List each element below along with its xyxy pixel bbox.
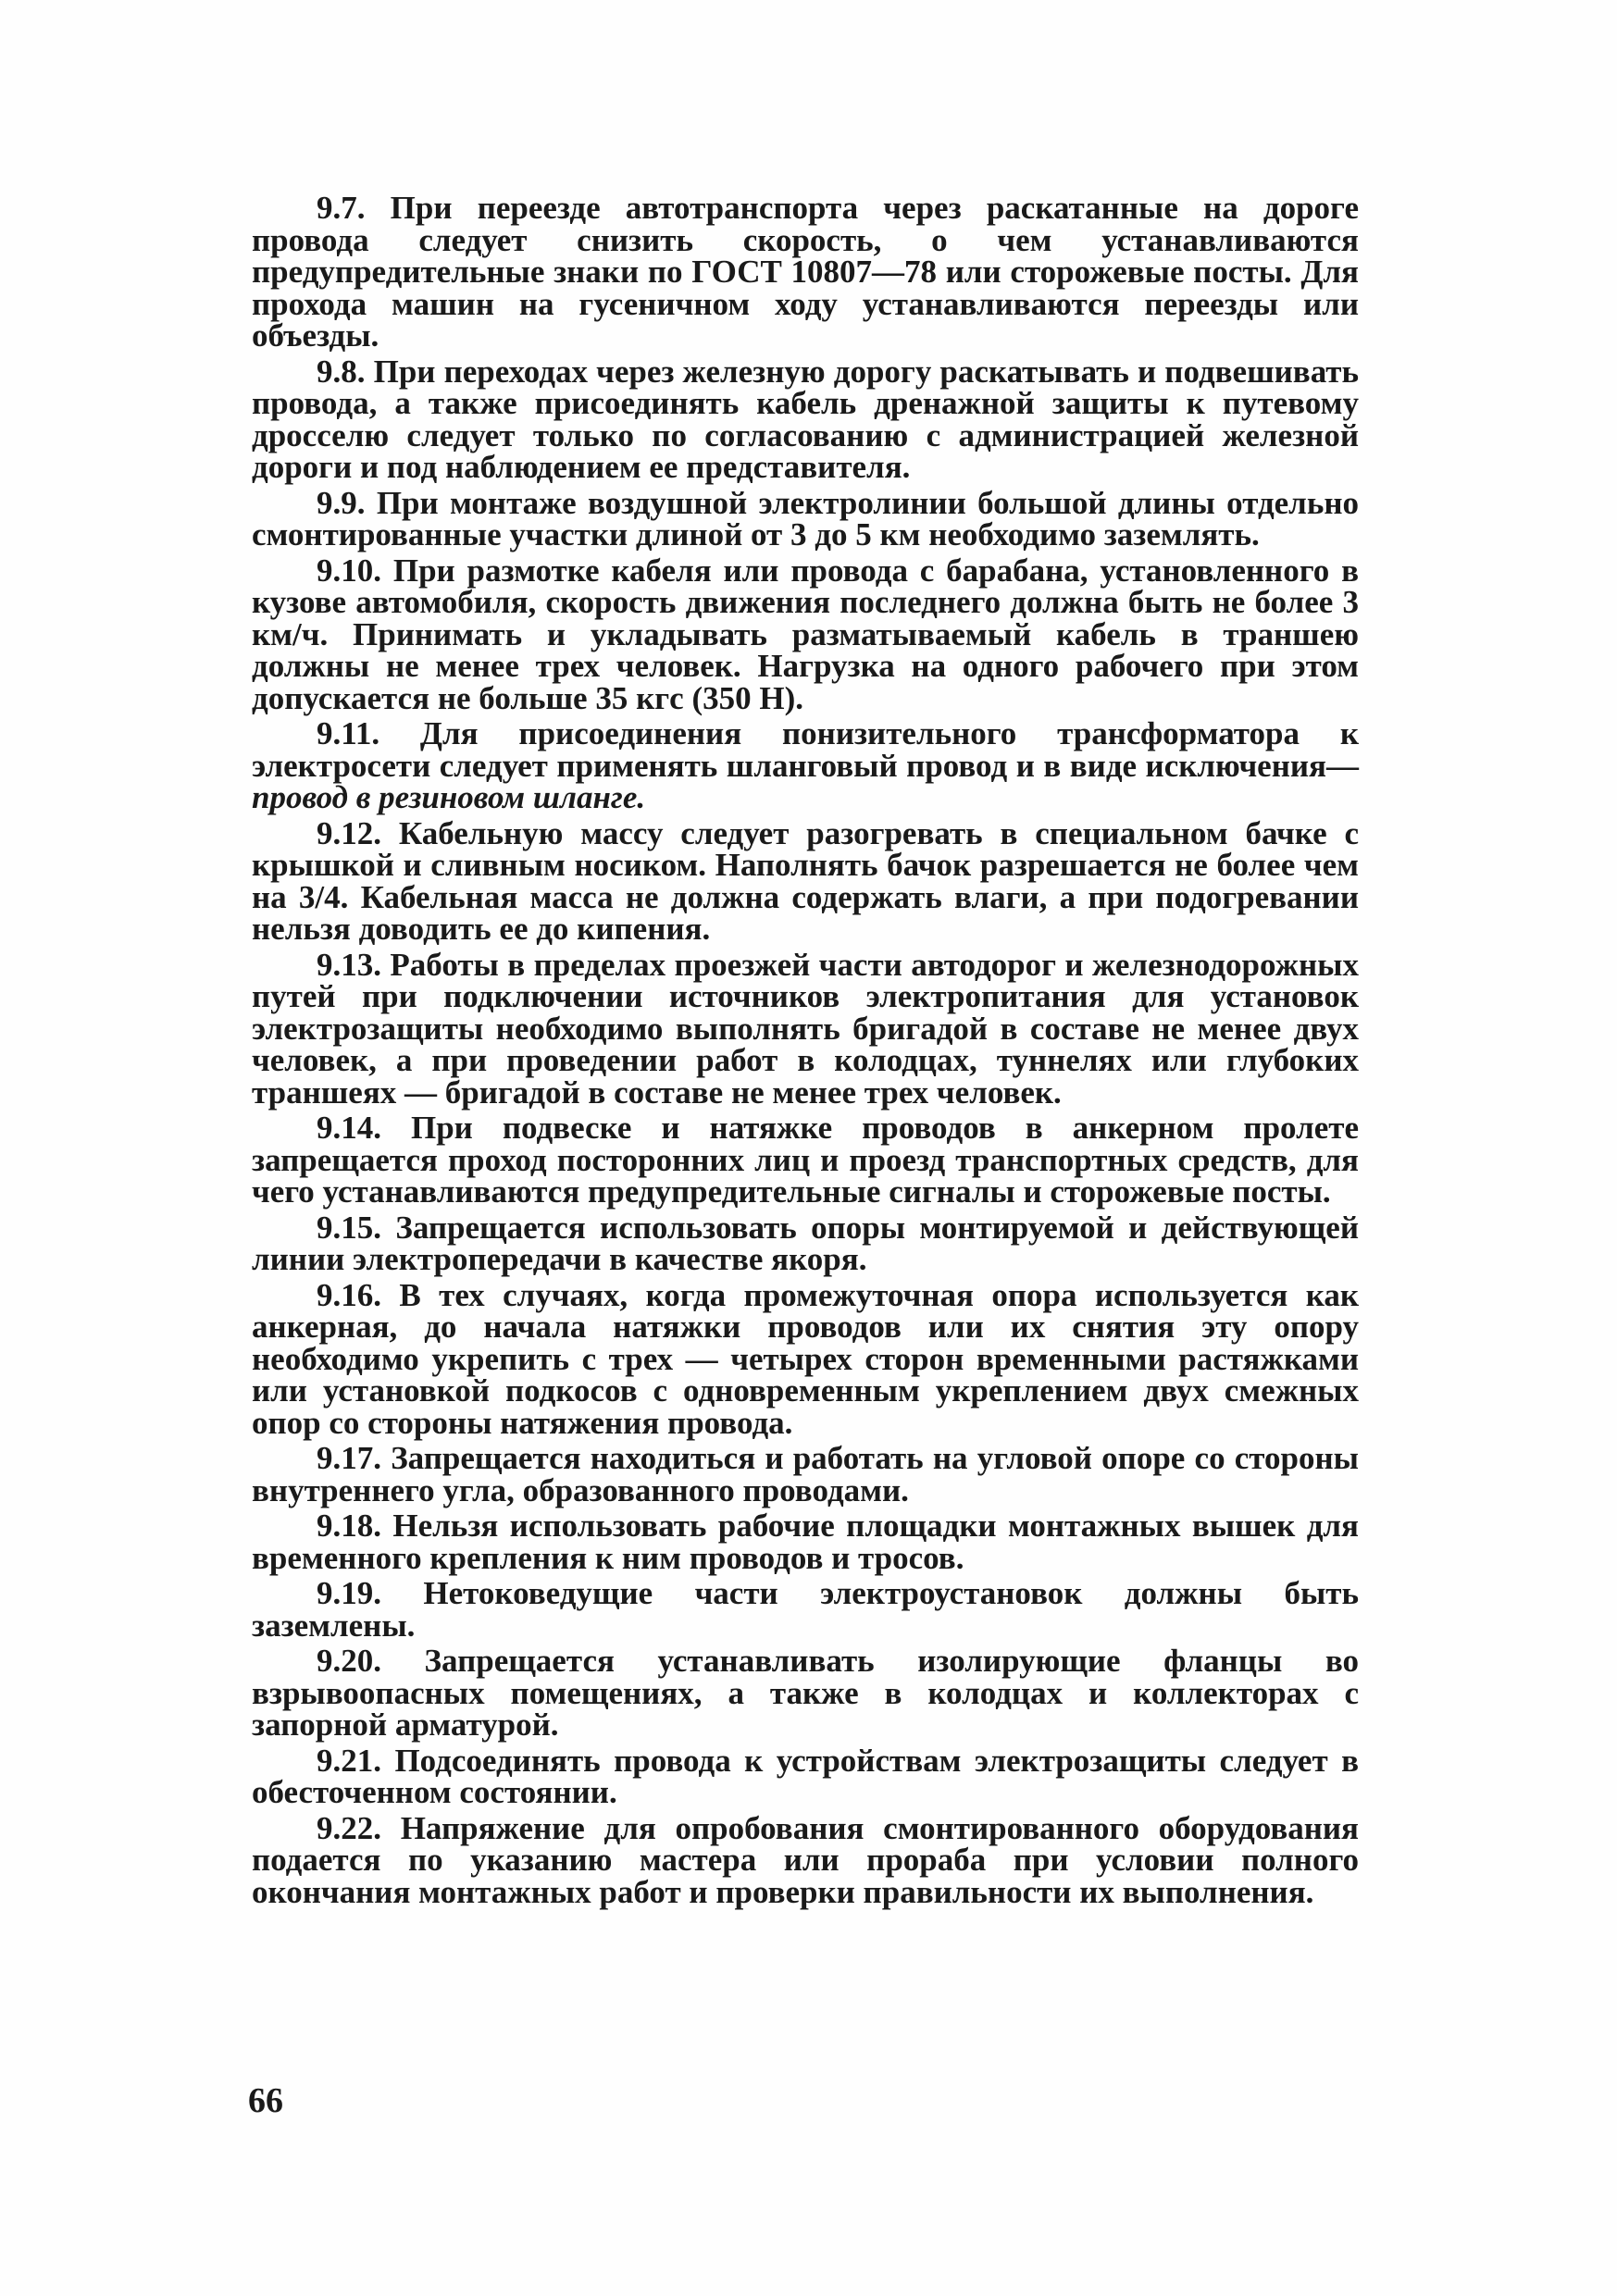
clause-number: 9.18. (317, 1508, 381, 1544)
clause-text: Работы в пределах проезжей части автодорог и железнодорожных путей при подключении источников электропитания для установок электрозащиты необходимо выполнять бригадой в составе не менее двух человек, а при проведении работ в колодцах, туннелях или глубоких траншеях — бригадой в составе не менее трех человек. (252, 946, 1359, 1111)
paragraph-9-19 (252, 1575, 1359, 1644)
clause-text: При монтаже воздушной электролинии большой длины отдельно смонтированные участки длиной от 3 до 5 км необходимо заземлять. (252, 484, 1359, 552)
clause-text: В тех случаях, когда промежуточная опора используется как анкерная, до начала натяжки проводов или их снятия эту опору необходимо укрепить с трех — четырех сторон временными растяжками или установкой подкосов с одновременным укреплением двух смежных опор со стороны натяжения провода. (252, 1276, 1359, 1441)
clause-text: При подвеске и натяжке проводов в анкерном пролете запрещается проход посторонних лиц и проезд транспортных средств, для чего устанавливаются предупредительные сигналы и сторожевые посты. (252, 1110, 1359, 1210)
clause-number: 9.21. (317, 1742, 381, 1779)
clause-text: Нельзя использовать рабочие площадки монтажных вышек для временного крепления к ним проводов и тросов. (252, 1508, 1359, 1576)
paragraph-9-9 (252, 484, 1359, 552)
clause-text: Запрещается устанавливать изолирующие фланцы во взрывоопасных помещениях, а также в колодцах и коллекторах с запорной арматурой. (252, 1643, 1359, 1743)
paragraph-9-11 (252, 715, 1359, 815)
paragraph-9-14 (252, 1112, 1359, 1209)
clause-number: 9.9. (317, 484, 366, 521)
clause-text: Кабельную массу следует разогревать в специальном бачке с крышкой и сливным носиком. Наполнять бачок разрешается не более чем на 3/4. Кабельная масса не должна содержать влаги, а при подогревании нельзя доводить ее до кипения. (252, 814, 1359, 947)
clause-text: Подсоединять провода к устройствам электрозащиты следует в обесточенном состоянии. (252, 1742, 1359, 1810)
italic-text: провод в резиновом шланге. (252, 779, 646, 815)
clause-text: Для присоединения понизительного трансформатора к электросети следует применять шланговый провод и в виде исключения— (252, 715, 1359, 784)
clause-number: 9.11. (317, 715, 380, 751)
page-number: 66 (248, 2081, 283, 2120)
clause-number: 9.13. (317, 946, 381, 983)
clause-text: Запрещается находиться и работать на угловой опоре со стороны внутреннего угла, образованного проводами. (252, 1440, 1359, 1508)
clause-number: 9.12. (317, 814, 381, 851)
paragraph-9-21 (252, 1742, 1359, 1810)
paragraph-9-12 (252, 814, 1359, 947)
clause-number: 9.20. (317, 1643, 381, 1679)
paragraph-9-7 (252, 192, 1359, 353)
clause-number: 9.7. (317, 190, 366, 226)
paragraph-9-13 (252, 946, 1359, 1111)
paragraph-9-17 (252, 1440, 1359, 1508)
clause-number: 9.14. (317, 1110, 381, 1146)
clause-number: 9.16. (317, 1276, 381, 1313)
clause-number: 9.10. (317, 552, 381, 589)
clause-text: Напряжение для опробования смонтированного оборудования подается по указанию мастера или прораба при условии полного окончания монтажных работ и проверки правильности их выполнения. (252, 1809, 1359, 1910)
paragraph-9-18 (252, 1510, 1359, 1574)
clause-text: Запрещается использовать опоры монтируемой и действующей линии электропередачи в качестве якоря. (252, 1209, 1359, 1277)
clause-text: При переезде автотранспорта через раскатанные на дороге провода следует снизить скорость, о чем устанавливаются предупредительные знаки по ГОСТ 10807—78 или сторожевые посты. Для прохода машин на гусеничном ходу устанавливаются переезды или объезды. (252, 190, 1359, 354)
clause-text: При размотке кабеля или провода с барабана, установленного в кузове автомобиля, скорость движения последнего должна быть не более 3 км/ч. Принимать и укладывать разматываемый кабель в траншею должны не менее трех человек. Нагрузка на одного рабочего при этом допускается не больше 35 кгс (350 Н). (252, 552, 1359, 716)
clause-number: 9.15. (317, 1209, 381, 1246)
paragraph-9-15 (252, 1209, 1359, 1277)
clause-text: При переходах через железную дорогу раскатывать и подвешивать провода, а также присоединять кабель дренажной защиты к путевому дросселю следует только по согласованию с администрацией железной дороги и под наблюдением ее представителя. (252, 353, 1359, 485)
document-body (252, 192, 1359, 1912)
clause-text: Нетоковедущие части электроустановок должны быть заземлены. (252, 1575, 1359, 1644)
paragraph-9-8 (252, 353, 1359, 485)
paragraph-9-20 (252, 1645, 1359, 1742)
clause-number: 9.17. (317, 1440, 381, 1476)
paragraph-9-10 (252, 552, 1359, 716)
paragraph-9-16 (252, 1276, 1359, 1441)
clause-number: 9.22. (317, 1809, 381, 1846)
clause-number: 9.8. (317, 353, 366, 390)
paragraph-9-22 (252, 1809, 1359, 1910)
clause-number: 9.19. (317, 1575, 381, 1611)
